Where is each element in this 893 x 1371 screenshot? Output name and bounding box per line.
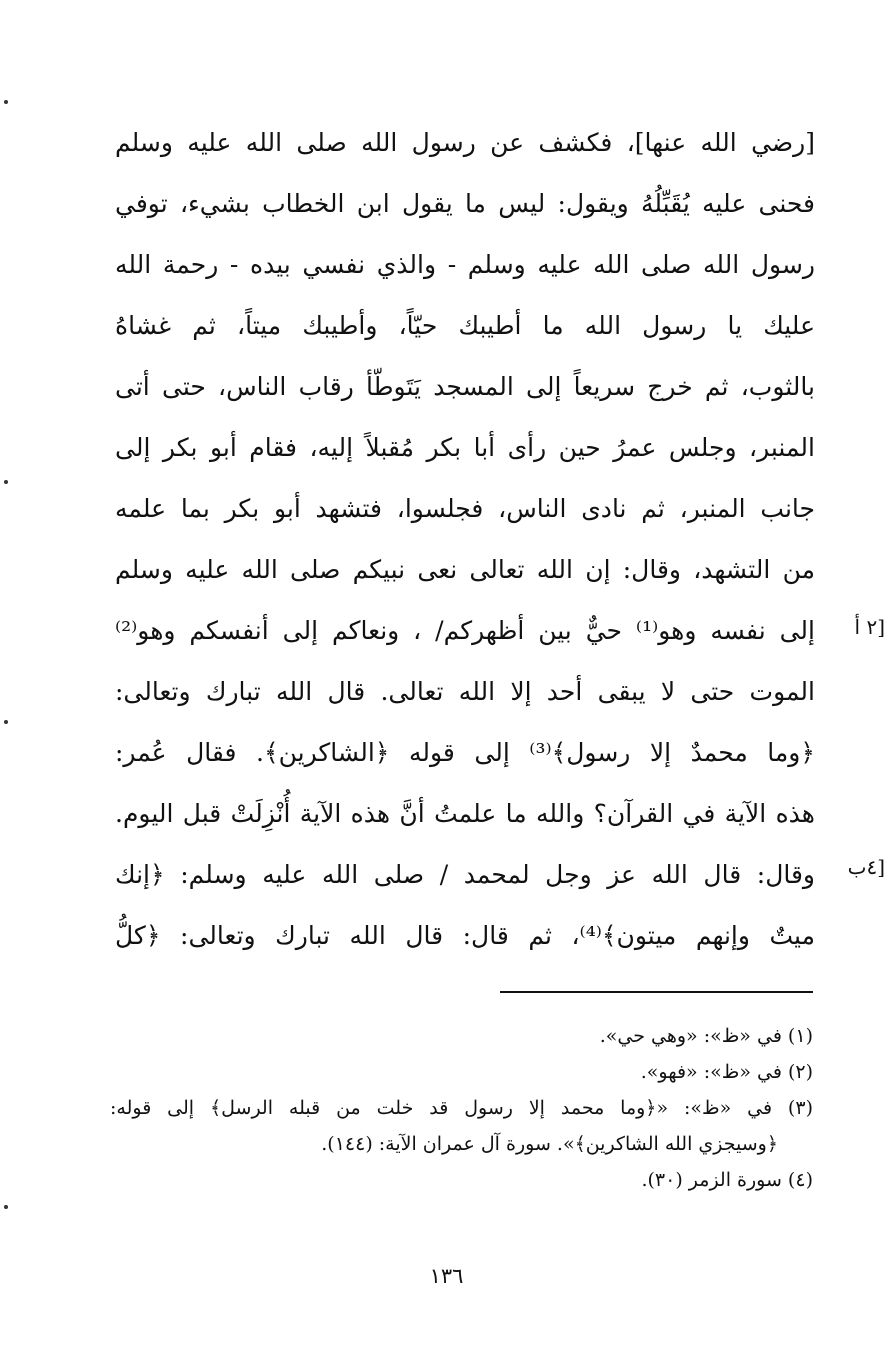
body-line: ﴿وما محمدٌ إلا رسول﴾⁽³⁾ إلى قوله ﴿الشاكرين﴾. فقال عُمر: bbox=[115, 738, 815, 767]
footnote-item: (٣) في «ظ»: «﴿وما محمد إلا رسول قد خلت من قبله الرسل﴾ إلى قوله: bbox=[110, 1097, 813, 1119]
body-line: وقال: قال الله عز وجل لمحمد / صلى الله عليه وسلم: ﴿إنك bbox=[115, 860, 815, 889]
manuscript-folio-marker: [٢ أ bbox=[854, 615, 885, 639]
body-line: ميتٌ وإنهم ميتون﴾⁽⁴⁾، ثم قال: قال الله تبارك وتعالى: ﴿كلُّ bbox=[115, 921, 815, 950]
page-number: ١٣٦ bbox=[429, 1264, 464, 1288]
scan-edge-mark bbox=[4, 720, 8, 724]
footnote-item: (٤) سورة الزمر (٣٠). bbox=[641, 1169, 813, 1191]
body-line: إلى نفسه وهو⁽¹⁾ حيٌّ بين أظهركم/ ، ونعاكم إلى أنفسكم وهو⁽²⁾ bbox=[115, 616, 815, 645]
footnote-item-continuation: ﴿وسيجزي الله الشاكرين﴾». سورة آل عمران الآية: (١٤٤). bbox=[321, 1133, 778, 1155]
body-line: هذه الآية في القرآن؟ والله ما علمتُ أنَّ هذه الآية أُنْزِلَتْ قبل اليوم. bbox=[115, 799, 815, 828]
body-line: الموت حتى لا يبقى أحد إلا الله تعالى. قال الله تبارك وتعالى: bbox=[115, 677, 815, 706]
body-line: بالثوب، ثم خرج سريعاً إلى المسجد يَتَوطّأ رقاب الناس، حتى أتى bbox=[115, 372, 815, 401]
manuscript-folio-marker: [٤ب bbox=[847, 855, 885, 879]
body-line: جانب المنبر، ثم نادى الناس، فجلسوا، فتشهد أبو بكر بما علمه bbox=[115, 494, 815, 523]
scan-edge-mark bbox=[4, 100, 8, 104]
body-line: عليك يا رسول الله ما أطيبك حيّاً، وأطيبك ميتاً، ثم غشاهُ bbox=[115, 311, 815, 340]
body-line: المنبر، وجلس عمرُ حين رأى أبا بكر مُقبلاً إليه، فقام أبو بكر إلى bbox=[115, 433, 815, 462]
footnote-item: (٢) في «ظ»: «فهو». bbox=[640, 1061, 813, 1083]
footnote-item: (١) في «ظ»: «وهي حي». bbox=[599, 1025, 813, 1047]
body-line: رسول الله صلى الله عليه وسلم - والذي نفسي بيده - رحمة الله bbox=[115, 250, 815, 279]
body-line: فحنى عليه يُقَبِّلُهُ ويقول: ليس ما يقول ابن الخطاب بشيء، توفي bbox=[115, 189, 815, 218]
main-text-block bbox=[115, 112, 815, 966]
footnotes bbox=[110, 1018, 813, 1198]
footnote-divider bbox=[500, 991, 813, 993]
scan-edge-mark bbox=[4, 480, 8, 484]
body-line: [رضي الله عنها]، فكشف عن رسول الله صلى الله عليه وسلم bbox=[115, 128, 815, 157]
scan-edge-mark bbox=[4, 1205, 8, 1209]
body-line: من التشهد، وقال: إن الله تعالى نعى نبيكم صلى الله عليه وسلم bbox=[115, 555, 815, 584]
